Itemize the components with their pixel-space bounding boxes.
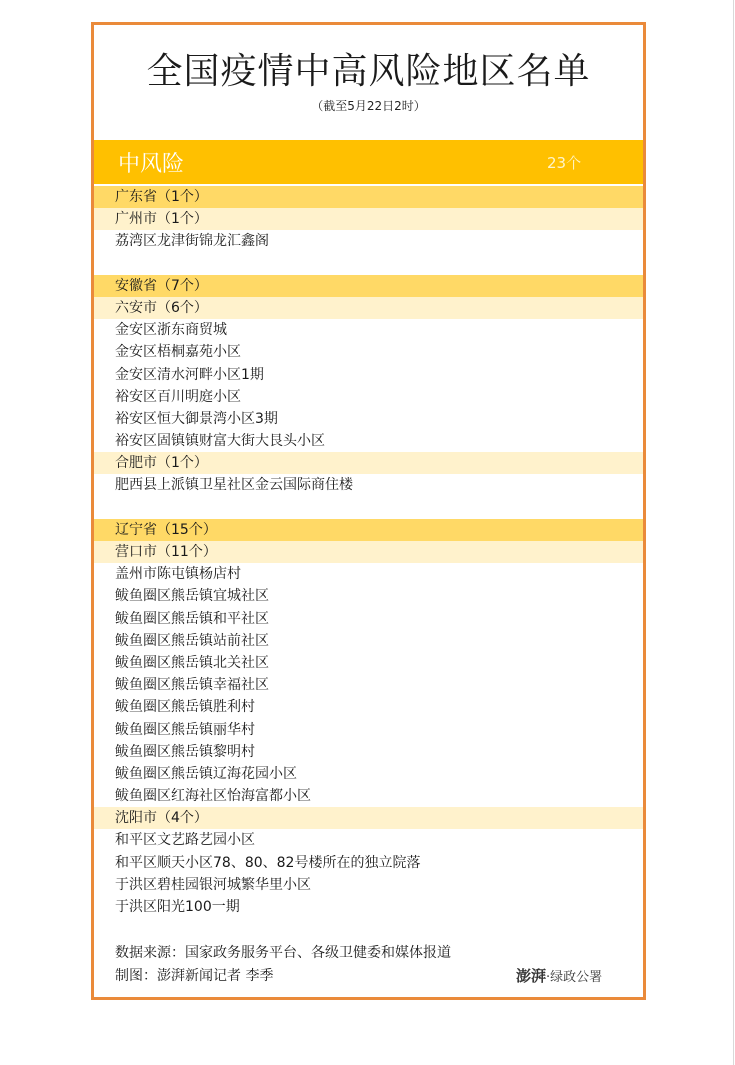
area-row: 鲅鱼圈区熊岳镇站前社区: [115, 632, 269, 649]
area-row: 肥西县上派镇卫星社区金云国际商住楼: [115, 477, 353, 494]
medium-risk-header: [94, 140, 643, 184]
area-row: 裕安区百川明庭小区: [115, 388, 241, 405]
area-row: 盖州市陈屯镇杨店村: [115, 566, 241, 583]
province-row: 安徽省（7个）: [94, 275, 643, 297]
area-row: 鲅鱼圈区熊岳镇北关社区: [115, 654, 269, 671]
risk-level-label: 中风险: [118, 152, 185, 177]
area-row: 金安区清水河畔小区1期: [115, 366, 264, 383]
area-row: 和平区顺天小区78、80、82号楼所在的独立院落: [115, 854, 421, 871]
area-list: [94, 186, 643, 918]
city-row: 合肥市（1个）: [94, 452, 643, 474]
publisher-logo: [516, 965, 602, 986]
row-spacer: [94, 497, 643, 519]
area-row: 荔湾区龙津街锦龙汇鑫阁: [115, 233, 269, 250]
footer: [115, 942, 451, 987]
area-row: 裕安区恒大御景湾小区3期: [115, 410, 278, 427]
area-row: 鲅鱼圈区熊岳镇胜利村: [115, 699, 255, 716]
area-row: 于洪区阳光100一期: [115, 899, 240, 915]
row-spacer: [94, 253, 643, 275]
area-row: 鲅鱼圈区熊岳镇宜城社区: [115, 588, 269, 605]
area-row: 鲅鱼圈区熊岳镇和平社区: [115, 610, 269, 627]
area-row: 鲅鱼圈区熊岳镇黎明村: [115, 743, 255, 760]
city-row: 广州市（1个）: [94, 208, 643, 230]
city-row: 沈阳市（4个）: [94, 807, 643, 829]
data-source: 数据来源：国家政务服务平台、各级卫健委和媒体报道: [115, 945, 451, 961]
city-row: 营口市（11个）: [94, 541, 643, 563]
province-row: 辽宁省（15个）: [94, 519, 643, 541]
risk-level-count: 23个: [547, 154, 582, 172]
chart-credit: 制图：澎湃新闻记者 李季: [115, 967, 274, 984]
area-row: 金安区浙东商贸城: [115, 322, 227, 339]
logo-brand: 澎湃: [516, 967, 547, 985]
logo-sub: ·绿政公署: [546, 970, 603, 985]
area-row: 金安区梧桐嘉苑小区: [115, 344, 241, 361]
area-row: 鲅鱼圈区熊岳镇丽华村: [115, 721, 255, 738]
province-row: 广东省（1个）: [94, 186, 643, 208]
page-title: 全国疫情中高风险地区名单: [146, 51, 591, 92]
area-row: 裕安区固镇镇财富大街大艮头小区: [115, 433, 325, 450]
area-row: 鲅鱼圈区熊岳镇辽海花园小区: [115, 765, 297, 782]
city-row: 六安市（6个）: [94, 297, 643, 319]
as-of-time: （截至5月22日2时）: [311, 99, 426, 113]
risk-list-card: [91, 22, 646, 1000]
area-row: 于洪区碧桂园银河城繁华里小区: [115, 876, 311, 893]
area-row: 和平区文艺路艺园小区: [115, 832, 255, 849]
area-row: 鲅鱼圈区红海社区怡海富都小区: [115, 788, 311, 805]
area-row: 鲅鱼圈区熊岳镇幸福社区: [115, 677, 269, 694]
page-edge-line: [733, 0, 734, 1065]
